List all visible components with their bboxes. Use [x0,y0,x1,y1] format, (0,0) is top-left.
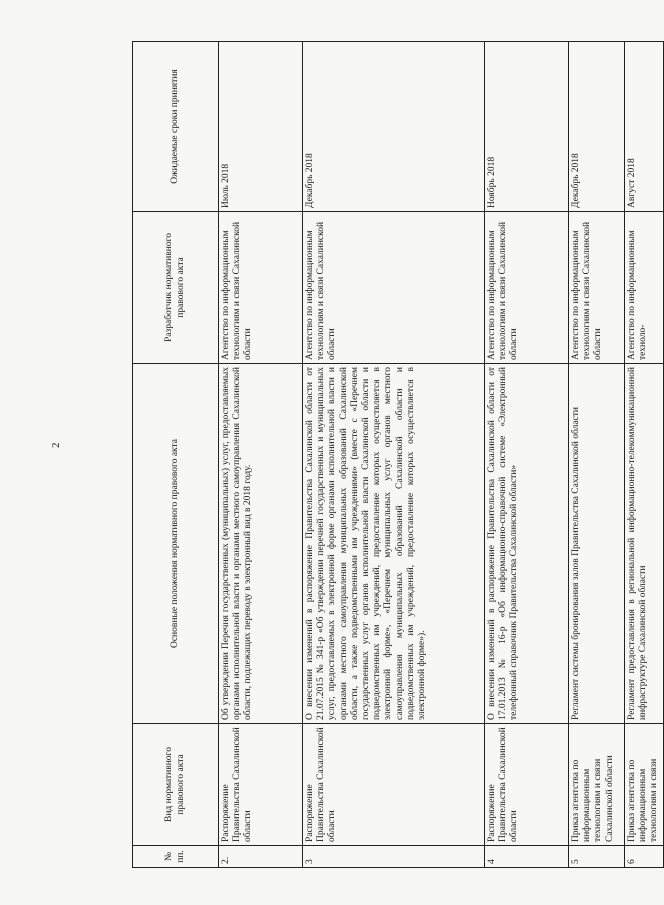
header-act-type: Вид нормативного правового акта [133,724,219,846]
table-row [303,42,485,868]
document-sheet [132,42,660,868]
row-act-content: Регламент предоставления в региональной информационно-телекоммуникационной инфраструктуре Сахалинской области [625,364,664,724]
row-number: 4 [485,846,569,868]
header-developer: Разработчик нормативного правового акта [133,212,219,364]
row-act-type: Распоряжение Правительства Сахалинской области [219,724,303,846]
row-act-content: Регламент системы бронирования залов Правительства Сахалинской области [569,364,625,724]
table-row [485,42,569,868]
row-act-type: Приказ агентства по информационным технологиям и связи [625,724,664,846]
row-term: Июль 2018 [219,42,303,212]
header-term: Ожидаемые сроки принятия [133,42,219,212]
row-act-type: Распоряжение Правительства Сахалинской области [485,724,569,846]
table-header-row [133,42,219,868]
regulatory-acts-table [132,41,664,868]
row-developer: Агентство по информационным технологиям и связи Сахалинской области [569,212,625,364]
row-number: 2. [219,846,303,868]
row-number: 6 [625,846,664,868]
row-developer: Агентство по информационным технологиям и связи Сахалинской области [219,212,303,364]
row-act-content: О внесении изменений в распоряжение Правительства Сахалинской области от 17.01.2013 № 16-р «Об информационно-справочной системе «Электронный телефонный справочник Правительства Сахалинской области» [485,364,569,724]
table-row [625,42,664,868]
row-developer: Агентство по информационным технологиям и связи Сахалинской области [303,212,485,364]
row-term: Декабрь 2018 [303,42,485,212]
header-act-content: Основные положения нормативного правового акта [133,364,219,724]
row-developer: Агентство по информационным техноло- [625,212,664,364]
row-term: Декабрь 2018 [569,42,625,212]
row-act-type: Приказ агентства по информационным технологиям и связи Сахалинской области [569,724,625,846]
table-row [219,42,303,868]
row-term: Август 2018 [625,42,664,212]
row-act-type: Распоряжение Правительства Сахалинской области [303,724,485,846]
page-number: 2 [50,442,62,448]
row-number: 5 [569,846,625,868]
table-row [569,42,625,868]
row-developer: Агентство по информационным технологиям и связи Сахалинской области [485,212,569,364]
row-term: Ноябрь 2018 [485,42,569,212]
row-act-content: Об утверждении Перечня государственных (муниципальных) услуг, предоставляемых органами исполнительной власти и органами местного самоуправления Сахалинской области, подлежащих переводу в электронный вид в 2018 году. [219,364,303,724]
row-act-content: О внесении изменений в распоряжение Правительства Сахалинской области от 21.07.2015 № 341-р «Об утверждении перечней государственных и муниципальных услуг, предоставляемых в электронной форме органами исполнительной власти и органами местного самоуправления муниципальных образований Сахалинской области, а также подведомственными им учреждениями» (вместе с «Перечнем государственных услуг органов исполнительной власти Сахалинской области и подведомственных им учреждений, предоставление которых осуществляется в электронной форме», «Перечнем муниципальных услуг органов местного самоуправления муниципальных образований Сахалинской области и подведомственных им учреждений, предоставление которых осуществляется в электронной форме»). [303,364,485,724]
header-number: № пп. [133,846,219,868]
row-number: 3 [303,846,485,868]
